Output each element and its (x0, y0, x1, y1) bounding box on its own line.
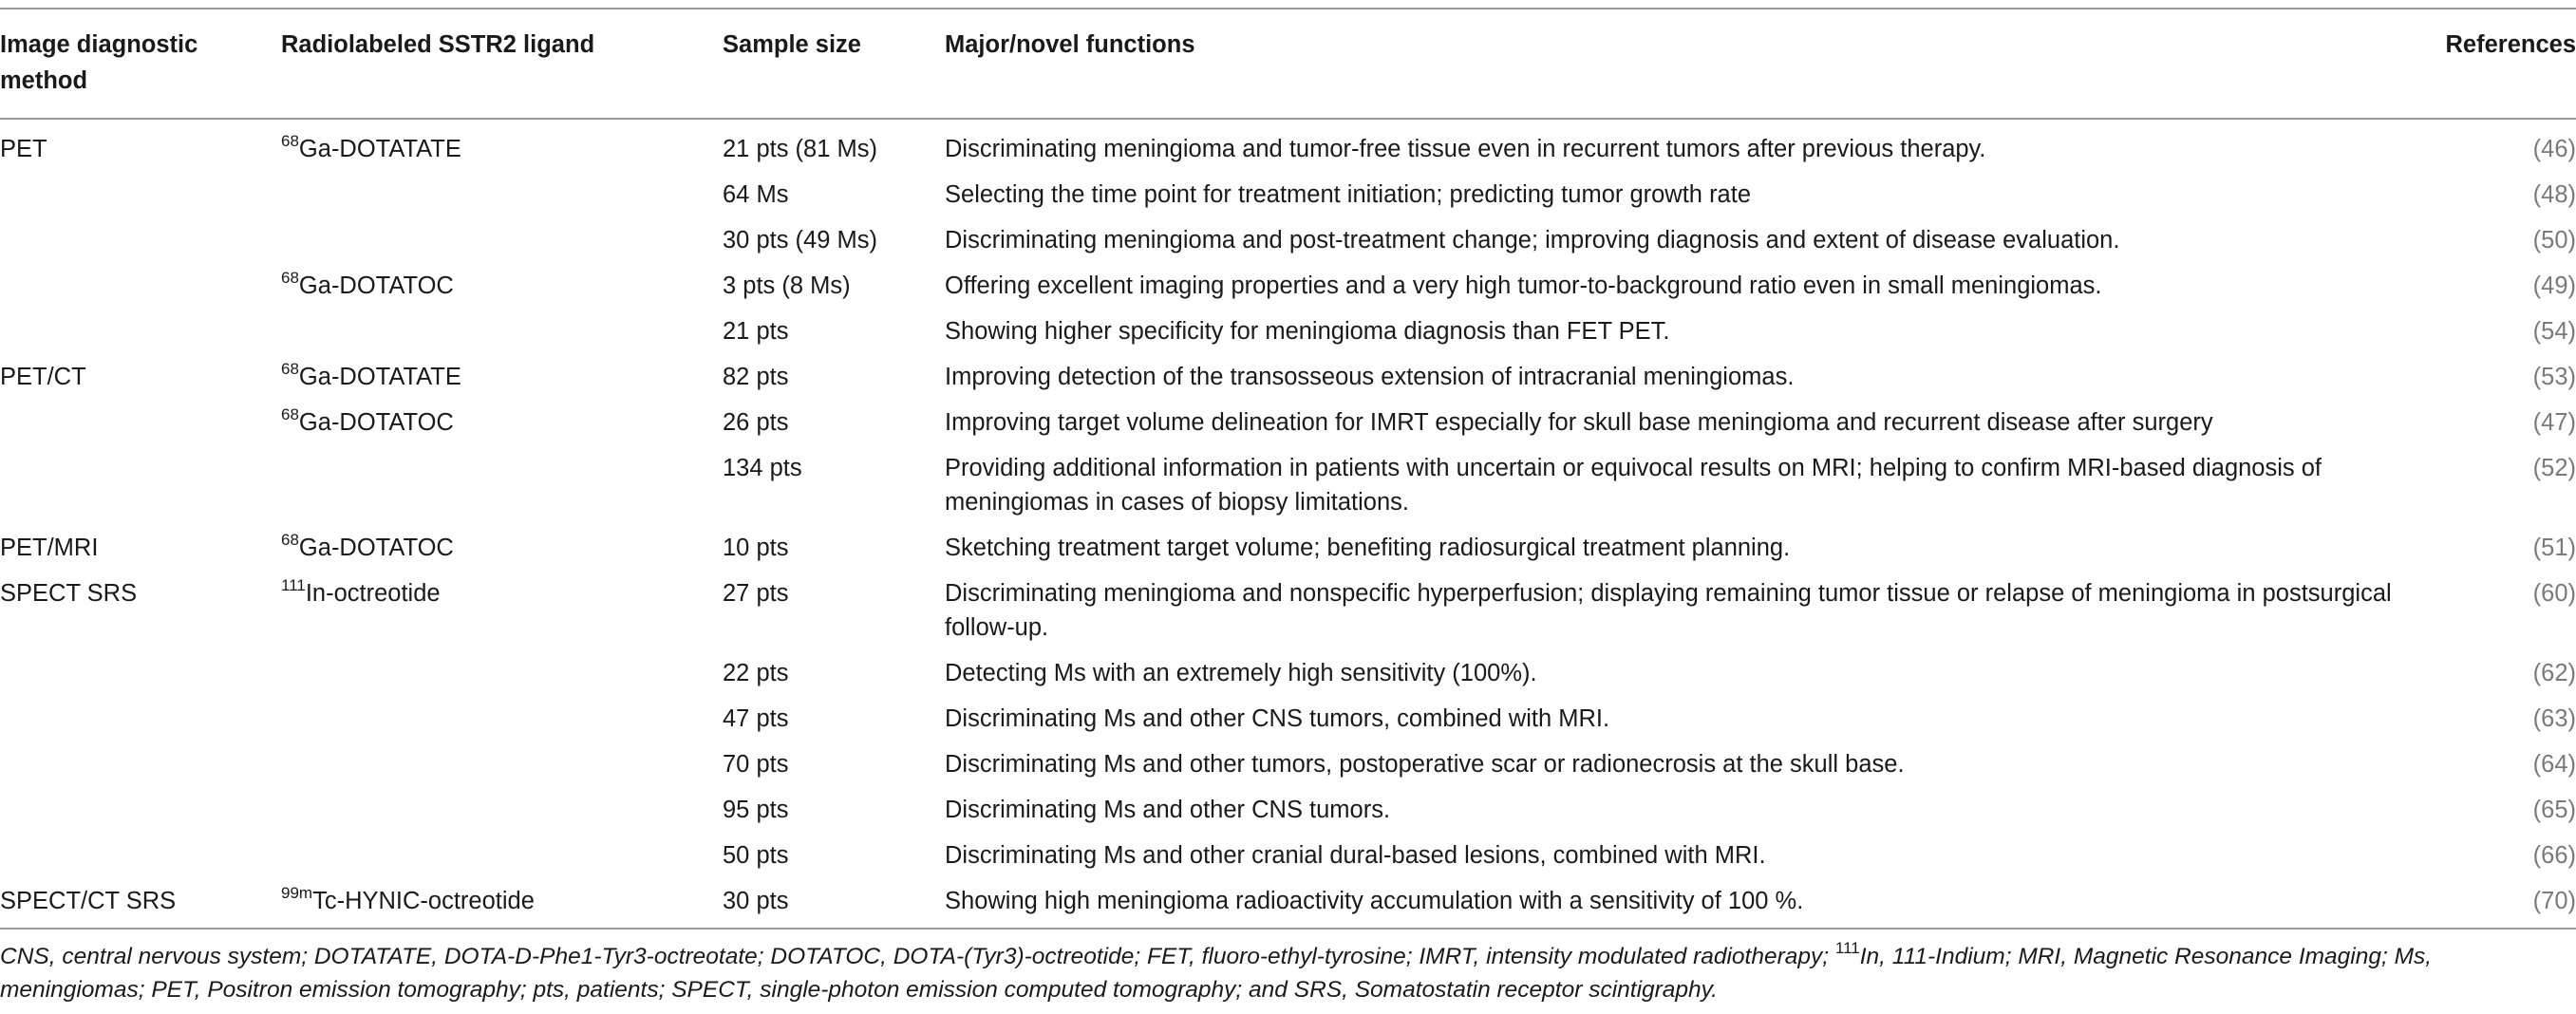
cell-ligand (281, 173, 723, 218)
cell-sample: 50 pts (723, 842, 789, 869)
ligand-isotope: 68 (281, 530, 299, 549)
cell-sample: 47 pts (723, 705, 789, 732)
ligand-isotope: 68 (281, 404, 299, 423)
cell-reference: (51) (2532, 535, 2576, 561)
header-sample: Sample size (723, 31, 861, 58)
cell-sample: 134 pts (723, 455, 802, 481)
cell-reference: (66) (2532, 842, 2576, 869)
cell-function: Sketching treatment target volume; benefiting radiosurgical treatment planning. (945, 535, 1791, 561)
cell-ligand (281, 446, 723, 526)
cell-function: Discriminating Ms and other CNS tumors, combined with MRI. (945, 705, 1610, 732)
table-row (0, 788, 2576, 834)
cell-reference: (62) (2532, 660, 2576, 686)
cell-method (0, 218, 281, 264)
table-footnote (0, 940, 2576, 1006)
cell-method (0, 446, 281, 526)
cell-sample: 26 pts (723, 409, 789, 436)
cell-reference: (65) (2532, 797, 2576, 823)
cell-method: SPECT SRS (0, 580, 138, 607)
table-header (0, 9, 2576, 119)
cell-function: Improving target volume delineation for IMRT especially for skull base meningioma and recurrent disease after surgery (945, 409, 2213, 436)
table-row (0, 572, 2576, 651)
cell-method (0, 651, 281, 697)
ligand-name: Ga-DOTATOC (298, 535, 454, 561)
header-functions: Major/novel functions (945, 31, 1195, 58)
cell-function: Providing additional information in patients with uncertain or equivocal results on MRI; helping to confirm MRI-based diagnosis of meningiomas in cases of biopsy limitations. (945, 455, 2322, 516)
cell-method (0, 264, 281, 310)
table-row (0, 173, 2576, 218)
table-row (0, 401, 2576, 446)
ligand-isotope: 68 (281, 268, 299, 287)
table-row (0, 310, 2576, 355)
cell-method (0, 697, 281, 742)
cell-sample: 70 pts (723, 751, 789, 778)
cell-ligand (281, 788, 723, 834)
cell-method (0, 742, 281, 788)
cell-reference: (70) (2532, 888, 2576, 914)
cell-ligand (281, 218, 723, 264)
table-row (0, 879, 2576, 929)
cell-ligand (281, 697, 723, 742)
cell-sample: 21 pts (723, 318, 789, 345)
ligand-name: In-octreotide (305, 580, 441, 607)
cell-function: Discriminating Ms and other tumors, postoperative scar or radionecrosis at the skull base. (945, 751, 1905, 778)
table-body (0, 119, 2576, 929)
footnote-text-1: CNS, central nervous system; DOTATATE, DOTA-D-Phe1-Tyr3-octreotate; DOTATOC, DOTA-(Tyr3)-octreotide; FET, fluoro-ethyl-tyrosine; IMRT, intensity modulated radiotherapy; (0, 944, 1835, 969)
table-row (0, 119, 2576, 173)
ligand-name: Ga-DOTATOC (298, 272, 454, 299)
cell-sample: 27 pts (723, 580, 789, 607)
cell-method: SPECT/CT SRS (0, 888, 177, 914)
cell-method (0, 834, 281, 879)
cell-ligand (281, 119, 723, 173)
table-row (0, 742, 2576, 788)
cell-method: PET/MRI (0, 535, 99, 561)
data-table (0, 8, 2576, 930)
cell-sample: 21 pts (81 Ms) (723, 136, 877, 162)
cell-function: Discriminating meningioma and post-treatment change; improving diagnosis and extent of disease evaluation. (945, 227, 2120, 254)
cell-reference: (46) (2532, 136, 2576, 162)
footnote-sup: 111 (1834, 938, 1860, 957)
ligand-isotope: 68 (281, 131, 299, 150)
table-row (0, 355, 2576, 401)
cell-sample: 95 pts (723, 797, 789, 823)
cell-function: Showing high meningioma radioactivity accumulation with a sensitivity of 100 %. (945, 888, 1804, 914)
cell-function: Discriminating meningioma and tumor-free tissue even in recurrent tumors after previous therapy. (945, 136, 1986, 162)
cell-ligand (281, 355, 723, 401)
header-ligand: Radiolabeled SSTR2 ligand (281, 31, 595, 58)
cell-reference: (53) (2532, 364, 2576, 390)
cell-method (0, 173, 281, 218)
ligand-isotope: 68 (281, 359, 299, 378)
cell-ligand (281, 526, 723, 572)
cell-ligand (281, 651, 723, 697)
cell-method: PET/CT (0, 364, 86, 390)
table-row (0, 651, 2576, 697)
header-row (0, 9, 2576, 119)
ligand-isotope: 99m (281, 883, 313, 902)
cell-ligand (281, 742, 723, 788)
cell-method (0, 310, 281, 355)
cell-ligand (281, 264, 723, 310)
cell-reference: (64) (2532, 751, 2576, 778)
ligand-name: Tc-HYNIC-octreotide (312, 888, 535, 914)
cell-function: Detecting Ms with an extremely high sensitivity (100%). (945, 660, 1537, 686)
cell-function: Offering excellent imaging properties and a very high tumor-to-background ratio even in small meningiomas. (945, 272, 2102, 299)
cell-sample: 3 pts (8 Ms) (723, 272, 851, 299)
cell-sample: 10 pts (723, 535, 789, 561)
cell-sample: 64 Ms (723, 181, 789, 208)
cell-ligand (281, 879, 723, 929)
cell-reference: (48) (2532, 181, 2576, 208)
cell-sample: 30 pts (723, 888, 789, 914)
table-row (0, 526, 2576, 572)
cell-function: Improving detection of the transosseous extension of intracranial meningiomas. (945, 364, 1795, 390)
cell-method (0, 401, 281, 446)
cell-ligand (281, 834, 723, 879)
table-row (0, 834, 2576, 879)
cell-reference: (60) (2532, 580, 2576, 607)
ligand-name: Ga-DOTATATE (298, 136, 461, 162)
cell-reference: (52) (2532, 455, 2576, 481)
cell-method: PET (0, 136, 47, 162)
cell-reference: (47) (2532, 409, 2576, 436)
cell-function: Showing higher specificity for meningioma diagnosis than FET PET. (945, 318, 1670, 345)
cell-reference: (50) (2532, 227, 2576, 254)
cell-function: Discriminating Ms and other CNS tumors. (945, 797, 1391, 823)
cell-ligand (281, 310, 723, 355)
cell-sample: 82 pts (723, 364, 789, 390)
cell-method (0, 788, 281, 834)
header-references: References (2445, 31, 2576, 58)
cell-ligand (281, 401, 723, 446)
cell-sample: 22 pts (723, 660, 789, 686)
table-row (0, 697, 2576, 742)
cell-ligand (281, 572, 723, 651)
ligand-isotope: 111 (281, 575, 306, 594)
ligand-name: Ga-DOTATOC (298, 409, 454, 436)
header-method: Image diagnostic method (0, 31, 198, 94)
ligand-name: Ga-DOTATATE (298, 364, 461, 390)
cell-reference: (63) (2532, 705, 2576, 732)
cell-function: Selecting the time point for treatment initiation; predicting tumor growth rate (945, 181, 1752, 208)
footnote-text-2: In, 111-Indium; MRI, Magnetic Resonance Imaging; Ms, meningiomas; PET, Positron emission tomography; pts, patients; SPECT, single-photon emission computed tomography; and SRS, Somatostatin receptor scintigraphy. (0, 944, 2433, 1003)
cell-function: Discriminating meningioma and nonspecific hyperperfusion; displaying remaining tumor tissue or relapse of meningioma in postsurgical follow-up. (945, 580, 2392, 641)
cell-reference: (49) (2532, 272, 2576, 299)
cell-sample: 30 pts (49 Ms) (723, 227, 877, 254)
table-row (0, 264, 2576, 310)
table-row (0, 218, 2576, 264)
cell-function: Discriminating Ms and other cranial dural-based lesions, combined with MRI. (945, 842, 1766, 869)
table-row (0, 446, 2576, 526)
cell-reference: (54) (2532, 318, 2576, 345)
